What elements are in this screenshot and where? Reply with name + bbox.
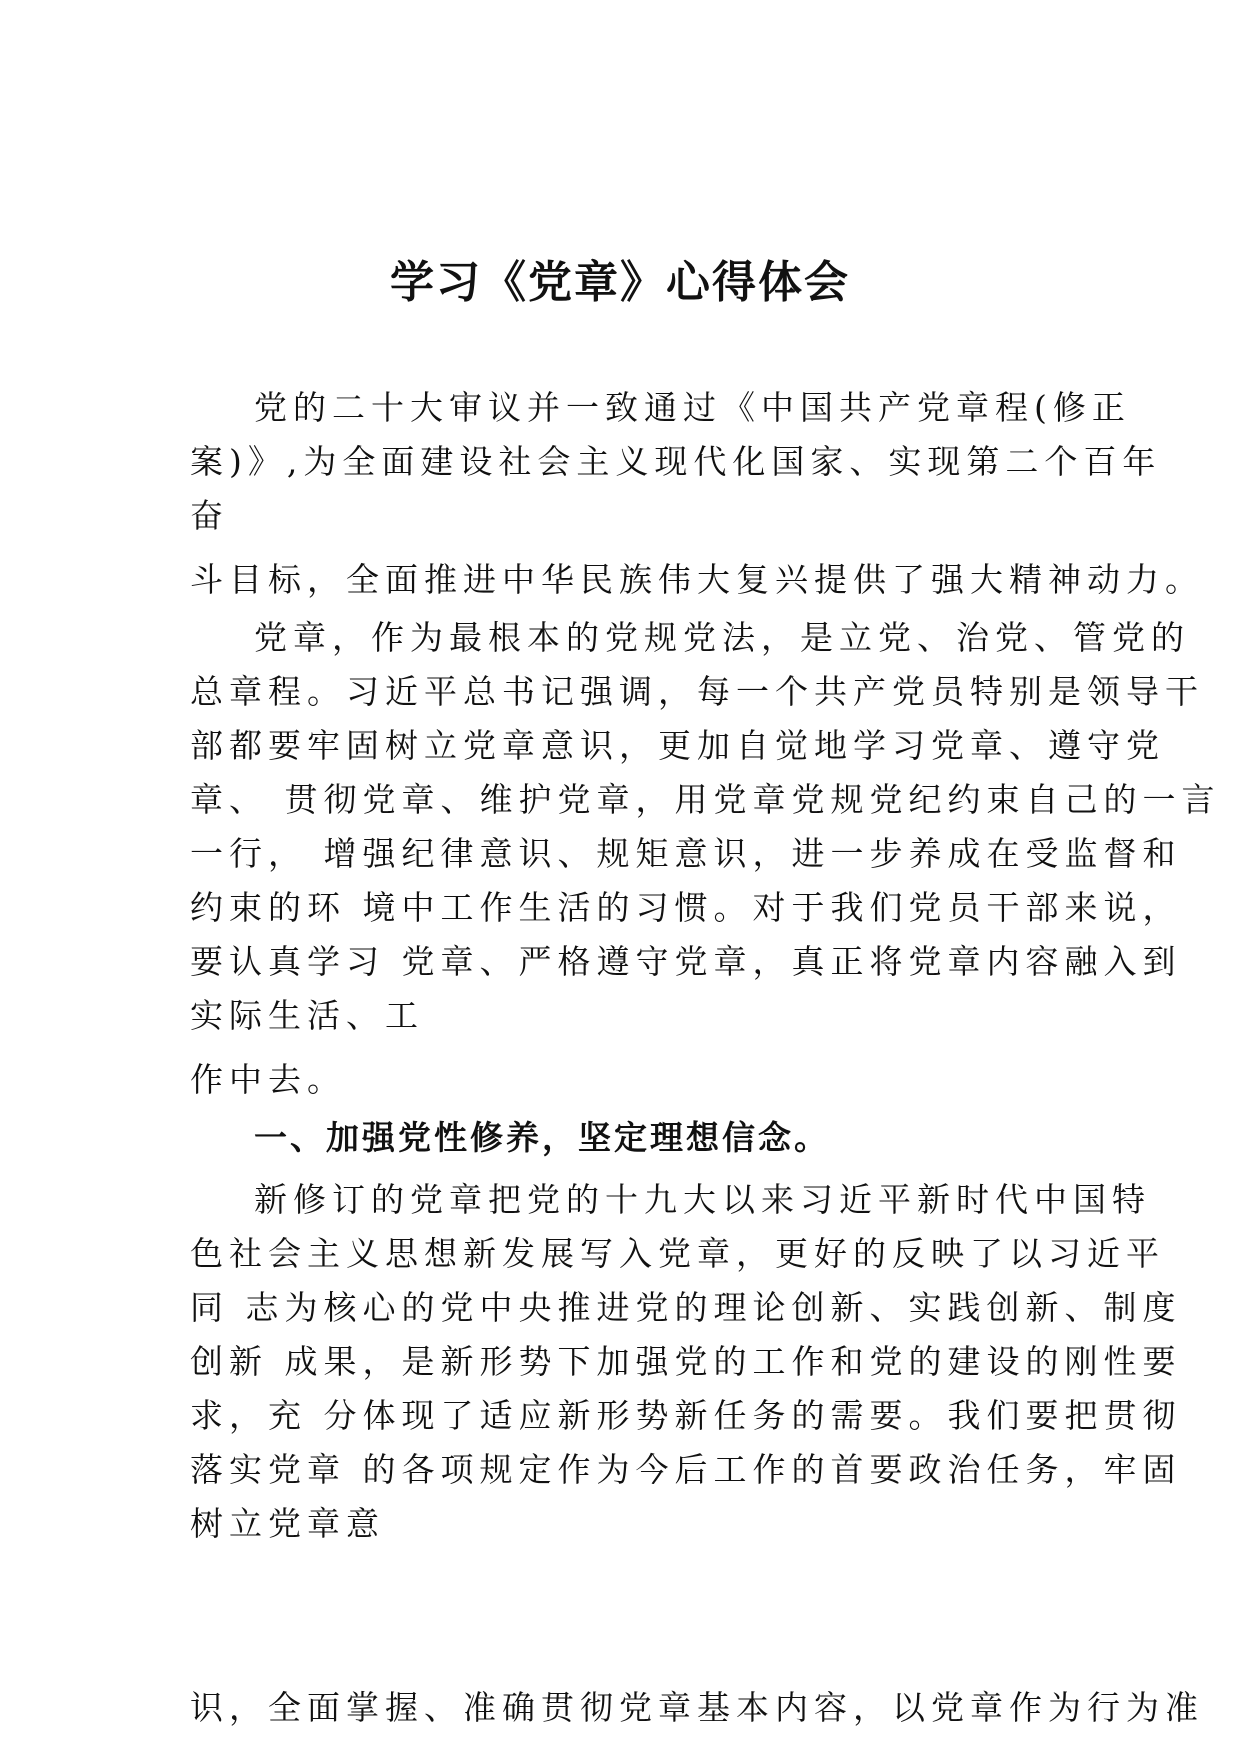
paragraph-line: 党章，作为最根本的党规党法，是立党、治党、管党的	[254, 618, 1190, 657]
paragraph-line: 作中去。	[190, 1060, 346, 1099]
paragraph-line: 部都要牢固树立党章意识，更加自觉地学习党章、遵守党	[190, 726, 1165, 765]
paragraph-line: 同 志为核心的党中央推进党的理论创新、实践创新、制度	[190, 1288, 1182, 1327]
section-heading: 一、加强党性修养，坚定理想信念。	[254, 1118, 830, 1157]
paragraph-line: 求，充 分体现了适应新形势新任务的需要。我们要把贯彻	[190, 1396, 1182, 1435]
paragraph-line: 总章程。习近平总书记强调，每一个共产党员特别是领导干	[190, 672, 1204, 711]
paragraph-line: 案)》,为全面建设社会主义现代化国家、实现第二个百年	[190, 442, 1162, 481]
paragraph-line: 树立党章意	[190, 1504, 385, 1543]
paragraph-line: 一行， 增强纪律意识、规矩意识，进一步养成在受监督和	[190, 834, 1182, 873]
paragraph-line: 章、 贯彻党章、维护党章，用党章党规党纪约束自己的一言	[190, 780, 1221, 819]
paragraph-line: 实际生活、工	[190, 996, 424, 1035]
paragraph-line: 斗目标，全面推进中华民族伟大复兴提供了强大精神动力。	[190, 560, 1204, 599]
document-title: 学习《党章》心得体会	[390, 257, 850, 308]
paragraph-line: 约束的环 境中工作生活的习惯。对于我们党员干部来说，	[190, 888, 1182, 927]
paragraph-line: 创新 成果，是新形势下加强党的工作和党的建设的刚性要	[190, 1342, 1182, 1381]
paragraph-line: 新修订的党章把党的十九大以来习近平新时代中国特	[254, 1180, 1151, 1219]
paragraph-line: 要认真学习 党章、严格遵守党章，真正将党章内容融入到	[190, 942, 1182, 981]
paragraph-line: 识，全面掌握、准确贯彻党章基本内容，以党章作为行为准	[190, 1688, 1204, 1727]
paragraph-line: 党的二十大审议并一致通过《中国共产党章程(修正	[254, 388, 1131, 427]
paragraph-line: 落实党章 的各项规定作为今后工作的首要政治任务，牢固	[190, 1450, 1182, 1489]
paragraph-line: 奋	[190, 496, 229, 535]
paragraph-line: 色社会主义思想新发展写入党章，更好的反映了以习近平	[190, 1234, 1165, 1273]
